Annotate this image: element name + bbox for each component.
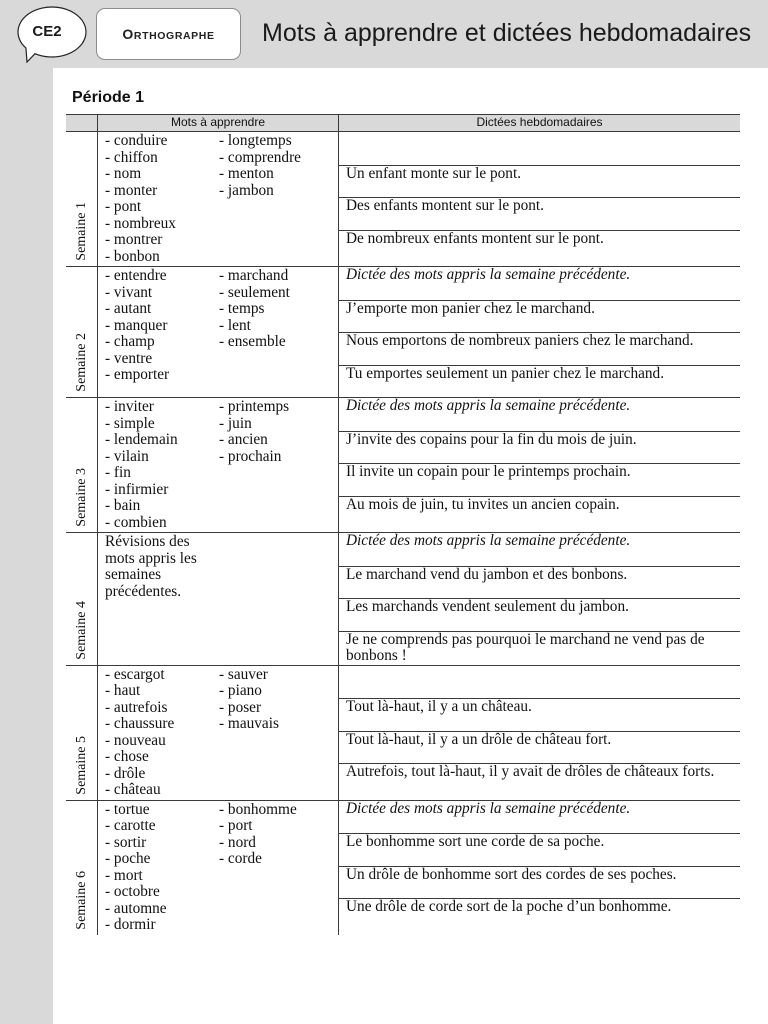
page-title: Mots à apprendre et dictées hebdomadaires: [262, 19, 752, 47]
week-row: [66, 665, 740, 800]
dictation-sentence: Tout là-haut, il y a un château.: [339, 698, 740, 731]
dictation-sentence: Tout là-haut, il y a un drôle de château fort.: [339, 731, 740, 764]
words-cell: [97, 132, 338, 266]
column-header-dictations: Dictées hebdomadaires: [338, 115, 740, 131]
word-item: - ensemble: [219, 333, 286, 350]
week-label: Semaine 3: [73, 468, 89, 527]
word-item: - poche: [105, 850, 151, 867]
week-row: [66, 131, 740, 266]
word-item: - inviter: [105, 398, 154, 415]
week-label-cell: [66, 398, 97, 532]
period-heading: Période 1: [72, 89, 145, 106]
dictation-sentence: J’invite des copains pour la fin du mois de juin.: [339, 431, 740, 464]
word-item: - piano: [219, 682, 262, 699]
word-item: - vivant: [105, 283, 153, 301]
week-label: Semaine 6: [73, 870, 89, 930]
word-item: - sauver: [219, 665, 268, 683]
words-cell: [97, 666, 338, 800]
week-row: [66, 397, 740, 532]
dictations-cell: [338, 132, 740, 266]
word-item: - nouveau: [105, 731, 166, 749]
word-item: - seulement: [219, 283, 290, 301]
word-item: - simple: [105, 414, 155, 432]
word-item: - mauvais: [219, 715, 279, 732]
dictations-cell: [338, 666, 740, 800]
subject-box: [96, 8, 241, 60]
dictation-sentence: Tu emportes seulement un panier chez le marchand.: [339, 365, 740, 398]
dictation-sentence: Nous emportons de nombreux paniers chez le marchand.: [339, 332, 740, 365]
subject-label: ORTHOGRAPHE: [122, 26, 215, 42]
word-item: - juin: [219, 414, 252, 432]
word-item: - manquer: [105, 316, 168, 334]
word-item: - infirmier: [105, 480, 169, 498]
word-item: - temps: [219, 300, 265, 317]
dictations-cell: [338, 398, 740, 532]
word-item: - fin: [105, 464, 131, 481]
word-item: - autant: [105, 300, 152, 317]
dictation-sentence: De nombreux enfants montent sur le pont.: [339, 230, 740, 267]
word-item: - chiffon: [105, 148, 158, 166]
word-item: - bonhomme: [219, 800, 297, 818]
word-item: - nombreux: [105, 214, 176, 232]
dictation-sentence: Le marchand vend du jambon et des bonbons.: [339, 566, 740, 599]
week-row: [66, 266, 740, 397]
word-list-column-1: [105, 667, 219, 799]
word-item: - prochain: [219, 447, 282, 465]
dictation-instruction: Dictée des mots appris la semaine précédente.: [346, 532, 631, 549]
word-item: - haut: [105, 682, 141, 699]
dictations-cell: [338, 533, 740, 665]
word-item: - emporter: [105, 366, 170, 383]
dictations-cell: [338, 267, 740, 397]
word-list-column-2: [219, 399, 338, 531]
week-label: Semaine 1: [73, 202, 89, 261]
word-item: - tortue: [105, 800, 150, 818]
word-item: - chaussure: [105, 715, 175, 732]
week-label-cell: [66, 132, 97, 266]
dictations-cell: [338, 801, 740, 935]
word-item: - jambon: [219, 181, 274, 199]
word-list-column-2: [219, 268, 338, 396]
word-item: - sortir: [105, 833, 147, 851]
word-list-column-2: [219, 133, 338, 265]
table-body: [66, 131, 740, 935]
word-item: - octobre: [105, 883, 160, 900]
dictation-sentence: Je ne comprends pas pourquoi le marchand ne vend pas de bonbons !: [339, 631, 740, 665]
word-list-column-1: [105, 802, 219, 934]
word-item: - menton: [219, 165, 274, 182]
words-cell: [97, 533, 338, 665]
week-label-cell: [66, 666, 97, 800]
dictation-sentence: Il invite un copain pour le printemps prochain.: [339, 463, 740, 496]
word-item: - port: [219, 817, 253, 834]
week-label: Semaine 5: [73, 735, 89, 795]
week-row: [66, 532, 740, 665]
word-list-column-1: [105, 268, 219, 396]
dictation-instruction: Dictée des mots appris la semaine précédente.: [346, 266, 631, 283]
word-item: - automne: [105, 899, 167, 917]
word-item: - marchand: [219, 267, 289, 284]
word-item: - bonbon: [105, 247, 160, 265]
word-item: - escargot: [105, 665, 165, 683]
word-item: - combien: [105, 513, 167, 531]
word-list-column-2: [219, 802, 338, 934]
dictation-sentence: Autrefois, tout là-haut, il y avait de drôles de châteaux forts.: [339, 763, 740, 800]
word-item: - pont: [105, 198, 142, 215]
week-label: Semaine 4: [73, 600, 89, 660]
word-item: - chose: [105, 748, 149, 765]
week-row: [66, 800, 740, 935]
words-dictations-table: [66, 114, 740, 935]
header-week-spacer: [66, 115, 97, 131]
dictation-sentence: Une drôle de corde sort de la poche d’un bonhomme.: [339, 898, 740, 935]
level-badge-label: CE2: [32, 23, 62, 40]
word-list-column-1: [105, 399, 219, 531]
word-item: - château: [105, 781, 161, 798]
column-header-words: Mots à apprendre: [97, 115, 338, 131]
word-item: - printemps: [219, 398, 290, 415]
word-item: - autrefois: [105, 698, 168, 716]
word-item: - lendemain: [105, 431, 178, 448]
word-item: - champ: [105, 333, 155, 350]
dictation-instruction: Dictée des mots appris la semaine précédente.: [346, 799, 631, 817]
level-badge: [0, 0, 100, 68]
word-item: - comprendre: [219, 148, 301, 166]
word-item: - bain: [105, 497, 141, 514]
dictation-sentence: Des enfants montent sur le pont.: [339, 197, 740, 230]
dictation-instruction: Dictée des mots appris la semaine précédente.: [346, 397, 631, 414]
word-item: - montrer: [105, 231, 163, 248]
word-item: - ancien: [219, 431, 268, 448]
word-item: - mort: [105, 866, 143, 884]
revision-note: Révisions des mots appris les semaines précédentes.: [105, 533, 197, 600]
dictation-sentence: Le bonhomme sort une corde de sa poche.: [339, 833, 740, 866]
word-item: - entendre: [105, 267, 167, 284]
word-item: - corde: [219, 850, 262, 867]
words-cell: [97, 801, 338, 935]
word-item: - conduire: [105, 132, 168, 149]
words-cell: [97, 398, 338, 532]
dictation-sentence: Au mois de juin, tu invites un ancien copain.: [339, 496, 740, 533]
word-item: - carotte: [105, 817, 156, 834]
words-cell: [97, 267, 338, 397]
dictation-sentence: Les marchands vendent seulement du jambon.: [339, 598, 740, 631]
dictation-sentence: J’emporte mon panier chez le marchand.: [339, 300, 740, 333]
word-item: - monter: [105, 181, 158, 199]
word-item: - longtemps: [219, 132, 292, 149]
table-header-row: [66, 114, 740, 131]
word-item: - drôle: [105, 764, 146, 782]
word-list-column-1: [105, 133, 219, 265]
week-label-cell: [66, 801, 97, 935]
word-list-column-2: [219, 667, 338, 799]
word-item: - nord: [219, 833, 256, 851]
week-label: Semaine 2: [73, 333, 89, 392]
week-label-cell: [66, 533, 97, 665]
dictation-sentence: Un drôle de bonhomme sort des cordes de ses poches.: [339, 866, 740, 899]
word-item: - ventre: [105, 349, 153, 367]
dictation-sentence: Un enfant monte sur le pont.: [339, 165, 740, 198]
word-item: - lent: [219, 316, 251, 334]
dictation-sentence: [339, 666, 740, 699]
week-label-cell: [66, 267, 97, 397]
word-item: - dormir: [105, 916, 156, 933]
word-item: - poser: [219, 698, 262, 716]
word-item: - nom: [105, 165, 142, 182]
dictation-sentence: [339, 132, 740, 165]
word-item: - vilain: [105, 447, 149, 465]
